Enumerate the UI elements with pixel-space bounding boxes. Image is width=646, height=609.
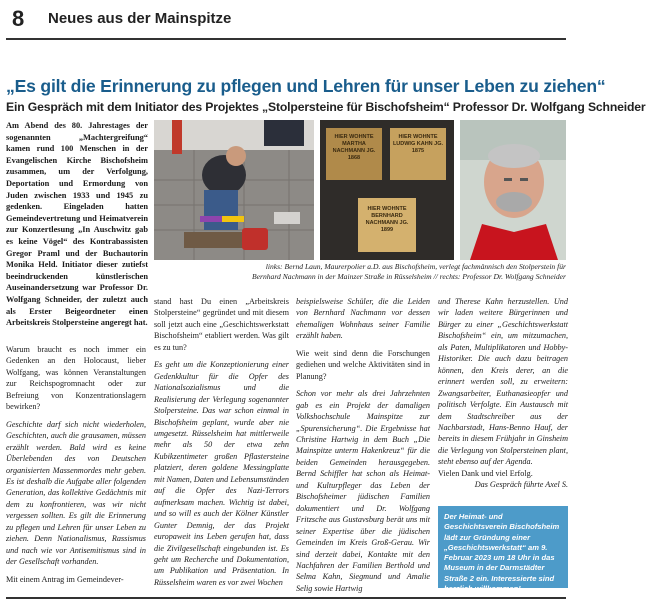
header-rule <box>6 38 566 40</box>
answer-2: Es geht um die Konzeptionierung einer Gedenkkultur für die Opfer des Nationalsozialismus und die Realisierung der Verlegung sogenannter Stolpersteine. Das war schon einmal in Bischofsheim geplant, wurde aber nie umgesetzt. Rüsselsheim hat mittlerweile mehr als 50 der etwa zehn Kubikzentimeter großen Pflastersteine platziert, deren goldene Messingplatte mit Namen, Daten und Lebensumständen auf die Opfer des Nazi-Terrors aufmerksam machen. Wichtig ist dabei, und so will es auch der Kölner Künstler Gunter Demnig, der das Projekt europaweit ins Leben gerufen hat, dass die Zivilgesellschaft eingebunden ist. Es geht um Recherche und Dokumentation, um Publikation und Präsentation. In Rüsselsheim waren es vor zwei Wochen <box>154 360 289 587</box>
answer-2-cont: beispielsweise Schüler, die die Leiden von Bernhard Nachmann vor dessen ehemaligen Wohnhaus seiner Familie erzählt haben. <box>296 297 430 341</box>
question-1: Warum braucht es noch immer ein Gedenken an den Holocaust, lieber Wolfgang, was können Veranstaltungen zur Reichspogromnacht oder zur Befreiung von Konzentrationslagern bewirken? <box>6 345 146 412</box>
column-3 <box>296 296 430 600</box>
caption-line-1: links: Bernd Laun, Maurerpolier a.D. aus Bischofsheim, verlegt fachmännisch den Stolperstein für <box>265 262 566 271</box>
question-2-cont: stand hast Du einen „Arbeitskreis Stolpersteine“ gegründet und mit diesem soll jetzt auch eine „Geschichtswerkstatt Bischofsheim“ etabliert werden. Was gilt es zu tun? <box>154 297 289 352</box>
article-subheadline: Ein Gespräch mit dem Initiator des Projektes „Stolpersteine für Bischofsheim“ Professor Dr. Wolfgang Schneider <box>6 100 646 114</box>
stone-1-text: HIER WOHNTE MARTHA NACHMANN JG. 1868 <box>332 134 376 161</box>
article-lead: Am Abend des 80. Jahrestages der sogenannten „Machtergreifung“ kamen rund 100 Menschen in der Evangelischen Kirche Bischofsheim zusammen, um der Verfolgung, Deportation und Ermordung von Juden zwischen 1933 und 1945 zu gedenken. Eingeladen hatten Gemeindevertretung und Heimatverein zur Konzertlesung „In Auschwitz gab es keine Vögel“ des Kontrabassisten Gregor Praml und der Buchautorin Monika Held. Initiator dieser zutiefst beeindruckenden künstlerischen Auseinandersetzung war Professor Dr. Wolfgang Schneider, der zuletzt auch als Erster Beigeordneter einen Arbeitskreis Stolpersteine angeregt hat. <box>6 121 148 328</box>
thanks-line: Vielen Dank und viel Erfolg. <box>438 468 533 478</box>
answer-1: Geschichte darf sich nicht wiederholen, Geschichten, auch die grausamen, müssen erzählt werden. Bald wird es keine Überlebenden des von Deutschen organisierten Massenmordes mehr geben. Es ist deshalb die Aufgabe aller folgenden Generation, das kollektive Gedächtnis mit dem zu konfrontieren, was wir nicht vergessen sollten. Es gilt die Erinnerung zu pflegen und Lehren für unser Leben zu ziehen. Denn Nationalismus, Rassismus und nach wie vor Antisemitismus sind in der Gesellschaft vorhanden. <box>6 419 146 567</box>
column-4 <box>438 296 568 491</box>
section-title: Neues aus der Mainspitze <box>48 10 232 27</box>
page-header <box>6 4 566 34</box>
question-3: Wie weit sind denn die Forschungen gediehen und welche Aktivitäten sind in Planung? <box>296 348 430 381</box>
info-box: Der Heimat- und Geschichtsverein Bischofsheim lädt zur Gründung einer „Geschichtswerkstatt“ am 9. Februar 2023 um 18 Uhr in das Museum in der Darmstädter Straße 2 ein. Interessierte sind herzlich willkommen! <box>438 506 568 588</box>
stone-2-text: HIER WOHNTE LUDWIG KAHN JG. 1875 <box>392 134 444 154</box>
page-number: 8 <box>12 6 25 31</box>
stone-3-text: HIER WOHNTE BERNHARD NACHMANN JG. 1899 <box>365 206 409 233</box>
article-headline: „Es gilt die Erinnerung zu pflegen und Lehren für unser Leben zu ziehen“ <box>6 76 606 96</box>
question-2-start: Mit einem Antrag im Gemeindever- <box>6 574 124 584</box>
answer-3-cont: und Therese Kahn herzustellen. Und wir laden weitere Bürgerinnen und Bürger zu einer „Geschichtswerkstatt Bischofsheim“ ein, um mitzumachen, als Paten, Multiplikatoren und Hobby-Historiker. Die auch dazu beitragen können, den Kreis derer, an die erinnert werden soll, zu erweitern: Zwangsarbeiter, Euthanasieopfer und politisch Verfolgte. Ein Austausch mit dem Stadtschreiber aus der Nachbarstadt, Hans-Benno Hauf, der bereits in diesem Frühjahr in Ginsheim die Verlegung von Stolpersteinen plant, steht ebenso auf der Agenda. <box>438 297 568 467</box>
caption-line-2: Bernhard Nachmann in der Mainzer Straße in Rüsselsheim // rechts: Professor Dr. Wolfgang Schneider <box>252 272 566 282</box>
column-2 <box>154 296 289 594</box>
photo-portrait <box>460 120 566 260</box>
signature: Das Gespräch führte Axel S. <box>474 480 568 490</box>
answer-3: Schon vor mehr als drei Jahrzehnten gab es ein Projekt der damaligen Volkshochschule Mainspitze zur „Spurensicherung“. Die Ergebnisse hat Christine Hartwig in dem Buch „Die Mainspitze unterm Hakenkreuz“ für die beiden Gemeinden herausgegeben. Bernd Schiffler hat schon als Heimat- und Kulturpfleger das Leben der Bischofsheimer jüdischen Familien dokumentiert und Dr. Wolfgang Fritzsche aus Gustavsburg berät uns mit seiner Expertise über die jüdischen Gemeinden im Kreis Groß-Gerau. Wir sind derzeit dabei, Kontakte mit den Nachfahren der Familien Berthold und Selma Kahn, Siegmund und Amalie Selig sowie Hartwig <box>296 389 430 593</box>
photo-stone-laying <box>154 120 314 260</box>
photo-strip <box>154 120 566 260</box>
footer-rule <box>6 597 566 599</box>
column-1 <box>6 344 146 591</box>
photo-caption <box>154 262 566 283</box>
photo-stolpersteine <box>320 120 454 260</box>
